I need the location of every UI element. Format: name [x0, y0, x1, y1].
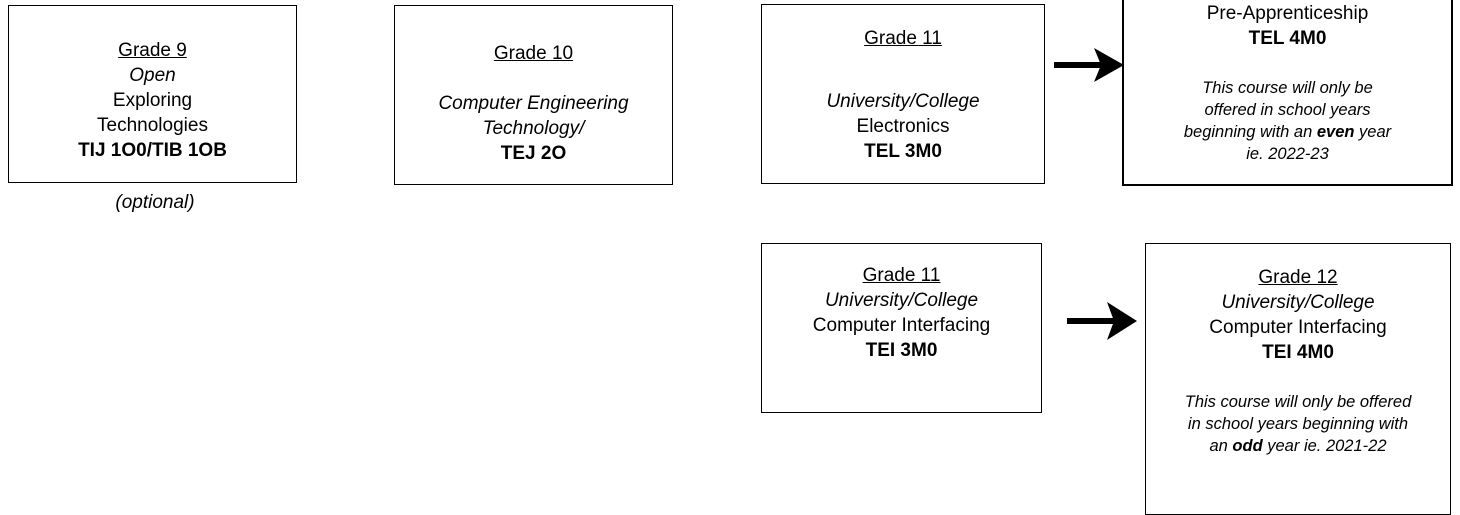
course-name-line1: Computer Engineering [438, 93, 629, 114]
grade-label: Grade 10 [493, 43, 574, 64]
course-name-line2: Technology/ [482, 118, 585, 139]
arrow-right-icon [1054, 45, 1126, 85]
offering-note-line2: in school years beginning with [1187, 415, 1409, 433]
course-type: University/College [826, 91, 980, 112]
course-code: TEJ 2O [500, 143, 567, 164]
grade10-course-box [394, 5, 673, 185]
course-name-line2: Technologies [97, 115, 208, 136]
grade12-computer-interfacing-box [1145, 243, 1451, 515]
note-emphasis: even [1316, 123, 1355, 141]
offering-note-line2: offered in school years [1204, 101, 1371, 119]
course-name-line1: Exploring [112, 90, 193, 111]
offering-note-line1: This course will only be offered [1184, 393, 1412, 411]
offering-note-line1: This course will only be [1202, 79, 1373, 97]
spacer [395, 66, 672, 91]
grade-label: Grade 11 [864, 28, 942, 49]
note-text: beginning with an [1183, 123, 1317, 141]
course-code: TEI 4M0 [1262, 342, 1334, 363]
course-type: Open [129, 65, 176, 86]
grade11-electronics-box [761, 4, 1045, 184]
course-code: TEL 3M0 [864, 141, 942, 162]
course-code: TIJ 1O0/TIB 1OB [78, 140, 227, 161]
arrow-right-icon [1067, 299, 1139, 343]
spacer [1146, 365, 1450, 391]
course-name: Pre-Apprenticeship [1206, 3, 1369, 24]
offering-note-line3 [1124, 121, 1451, 143]
note-text: an [1209, 437, 1233, 455]
course-name: Computer Interfacing [1209, 317, 1387, 338]
note-text: year [1354, 123, 1392, 141]
grade11-computer-interfacing-box [761, 243, 1042, 413]
grade9-course-box [8, 5, 297, 183]
offering-note-line3 [1146, 435, 1450, 457]
spacer [1124, 51, 1451, 77]
note-text: year ie. 2021-22 [1262, 437, 1387, 455]
grade-label: Grade 9 [118, 40, 187, 61]
grade-label: Grade 11 [862, 265, 941, 286]
course-type: University/College [824, 290, 979, 311]
spacer [762, 51, 1044, 89]
offering-note-line4: ie. 2022-23 [1246, 145, 1329, 163]
course-code: TEI 3M0 [865, 340, 938, 361]
grade12-preapprenticeship-box [1122, 0, 1453, 186]
course-code: TEL 4M0 [1248, 28, 1327, 49]
course-type: University/College [1221, 292, 1375, 313]
optional-note: (optional) [115, 192, 195, 213]
course-name: Electronics [856, 116, 950, 137]
note-emphasis: odd [1232, 437, 1263, 455]
course-name: Computer Interfacing [812, 315, 991, 336]
grade-label: Grade 12 [1258, 267, 1338, 288]
